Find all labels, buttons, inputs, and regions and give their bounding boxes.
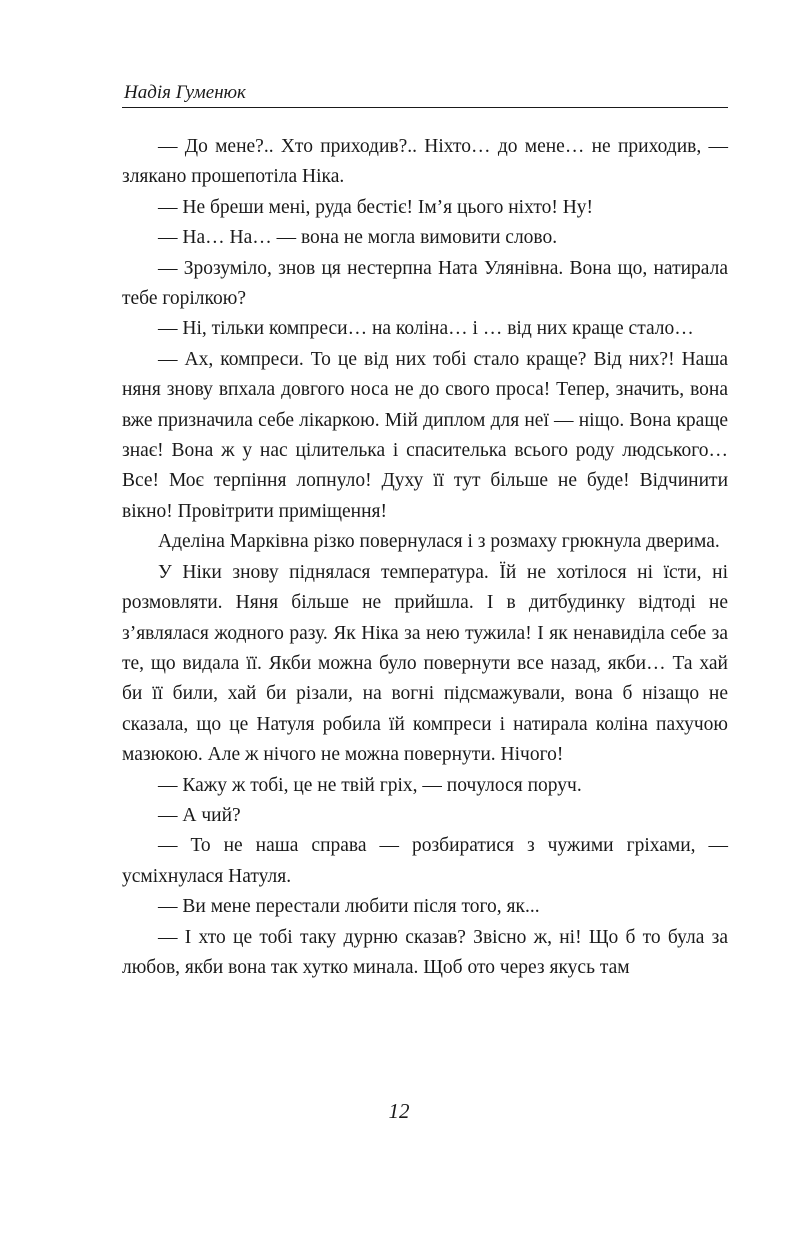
paragraph: — До мене?.. Хто приходив?.. Ніхто… до мене… не приходив, — злякано прошепотіла Ніка. [122,136,728,188]
paragraph: — Не бреши мені, руда бестіє! Ім’я цього ніхто! Ну! [158,196,594,218]
paragraph: — Зрозуміло, знов ця нестерпна Ната Улянівна. Вона що, натирала тебе горілкою? [122,257,728,310]
paragraph: У Ніки знову піднялася температура. Їй не хотілося ні їсти, ні розмовляти. Няня більше не прийшла. І в дитбудинку відтоді не з’являлася жодного разу. Як Ніка за нею тужила! І як ненавиділа себе за те, що видала її. Якби можна було повернути все назад, якби… Та хай би її били, хай би різали, на вогні підсмажували, вона б нізащо не сказала, що це Натуля робила їй компреси і натирала коліна пахучою мазюкою. Але ж нічого не можна повернути. Нічого! [122,561,728,766]
paragraph: — Ви мене перестали любити після того, як... [158,896,540,918]
body-text [122,132,728,983]
paragraph: — Кажу ж тобі, це не твій гріх, — почулося поруч. [158,774,582,796]
paragraph: — На… На… — вона не могла вимовити слово. [158,227,558,249]
running-head-author: Надія Гуменюк [124,82,246,103]
paragraph: — А чий? [158,804,241,826]
paragraph: Аделіна Марківна різко повернулася і з розмаху грюкнула дверима. [158,531,720,553]
paragraph: — І хто це тобі таку дурню сказав? Звісно ж, ні! Що б то була за любов, якби вона так хутко минала. Щоб ото через якусь там [122,926,728,978]
page-number: 12 [388,1099,410,1123]
paragraph: — Ах, компреси. То це від них тобі стало краще? Від них?! Наша няня знову впхала довгого носа не до свого проса! Тепер, значить, вона вже призначила себе лікаркою. Мій диплом для неї — ніщо. Вона краще знає! Вона ж у нас цілителька і спасителька всього роду людського… Все! Моє терпіння лопнуло! Духу її тут більше не буде! Відчинити вікно! Провітрити приміщення! [122,348,728,522]
paragraph: — То не наша справа — розбиратися з чужими гріхами, — усміхнулася Натуля. [122,835,728,887]
header-rule [122,107,728,108]
paragraph: — Ні, тільки компреси… на коліна… і … від них краще стало… [158,318,694,340]
